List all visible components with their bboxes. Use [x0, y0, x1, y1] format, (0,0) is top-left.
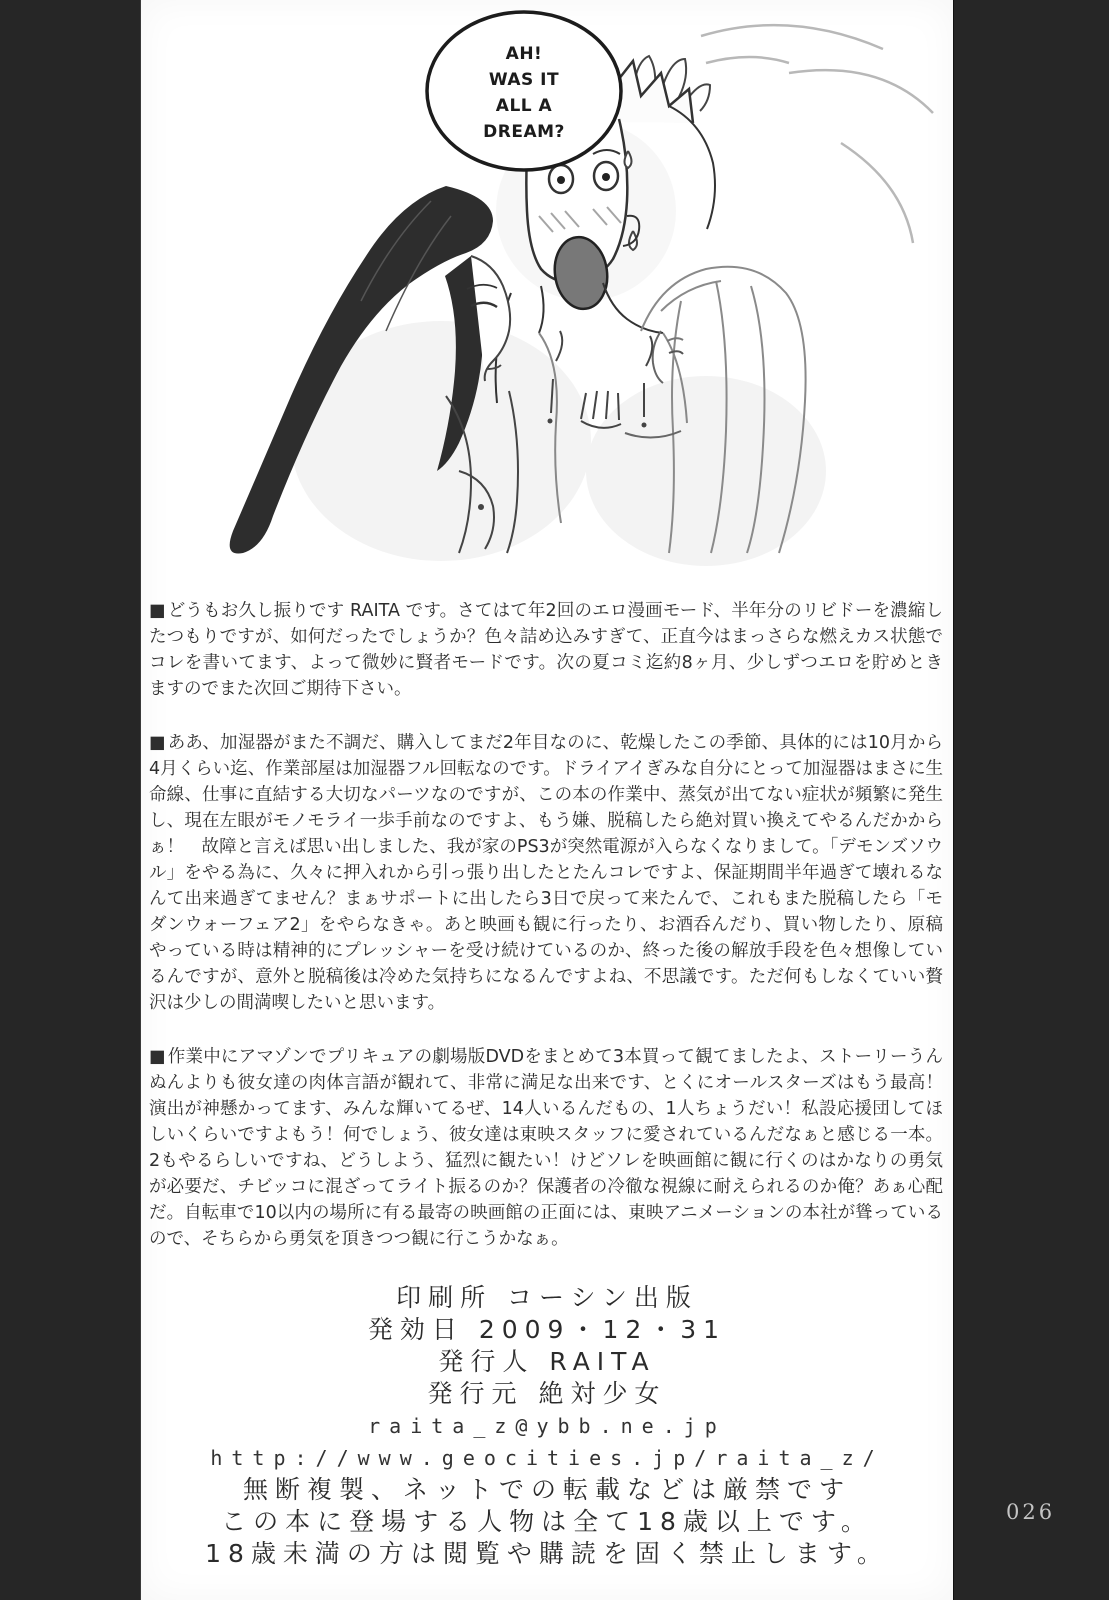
pillow-lines	[701, 25, 933, 243]
bubble-line: DREAM?	[483, 122, 565, 142]
drip-dot	[642, 423, 647, 428]
colophon	[141, 1280, 953, 1570]
bubble-line: ALL A	[495, 96, 553, 116]
publisher-person-line: 発行人 RAITA	[438, 1347, 656, 1376]
no-reproduction-line: 無断複製、ネットでの転載などは厳禁です	[242, 1475, 851, 1504]
left-pupil	[557, 176, 565, 184]
square-bullet: ■	[149, 601, 166, 621]
paragraph-text: 作業中にアマゾンでプリキュアの劇場版DVDをまとめて3本買って観てましたよ、ストーリーうんぬんよりも彼女達の肉体言語が観れて、非常に満足な出来です、とくにオールスターズはもう最高！演出が神懸かってます、みんな輝いてるぜ、14人いるんだもの、1人ちょうだい！私設応援団してほしいくらいですよもう！何でしょう、彼女達は東映スタッフに愛されているんだなぁと感じる一本。2もやるらしいですね、どうしよう、猛烈に観たい！けどソレを映画館に観に行くのはかなりの勇気が必要だ、チビッコに混ざってライト振るのか？保護者の冷徹な視線に耐えられるのか俺？あぁ心配だ。自転車で10以内の場所に有る最寄の映画館の正面には、東映アニメーションの本社が聳っているので、そちらから勇気を頂きつつ観に行こうかなぁ。	[149, 1047, 943, 1249]
right-pupil	[602, 173, 610, 181]
publisher-circle-line: 発行元 絶対少女	[427, 1379, 667, 1408]
square-bullet: ■	[149, 733, 166, 753]
manga-afterword-page	[141, 0, 953, 1600]
issue-date-line: 発効日 2009・12・31	[367, 1315, 727, 1344]
speech-bubble	[427, 12, 621, 170]
paragraph-text: ああ、加湿器がまた不調だ、購入してまだ2年目なのに、乾燥したこの季節、具体的には10月から4月くらい迄、作業部屋は加湿器フル回転なのです。ドライアイぎみな自分にとって加湿器はまさに生命線、仕事に直結する大切なパーツなのですが、この本の作業中、蒸気が出てない症状が頻繁に発生し、現在左眼がモノモライ一歩手前なのですよ、もう嫌、脱稿したら絶対買い換えてやるんだかからぁ！ 故障と言えば思い出しました、我が家のPS3が突然電源が入らなくなりまして。「デモンズソウル」をやる為に、久々に押入れから引っ張り出したとたんコレですよ、保証期間半年過ぎて壊れるなんて出来過ぎてません？まぁサポートに出したら3日で戻って来たんで、これもまた脱稿したら「モダンウォーフェア2」をやらなきゃ。あと映画も観に行ったり、お酒呑んだり、買い物したり、原稿やっている時は精神的にプレッシャーを受け続けているのか、終った後の解放手段を色々想像しているんですが、意外と脱稿後は冷めた気持ちになるんですよね、不思議です。ただ何もしなくていい贅沢は少しの間満喫したいと思います。	[149, 733, 943, 1013]
afterword-paragraph	[149, 598, 943, 702]
page-number: 026	[1006, 1500, 1056, 1524]
blonde-strand	[661, 281, 721, 311]
drip-dot	[548, 419, 553, 424]
blonde-face-profile	[653, 331, 663, 383]
bubble-line: AH!	[505, 44, 543, 64]
illustration	[141, 0, 953, 572]
age-statement-line: この本に登場する人物は全て18歳以上です。	[221, 1507, 873, 1536]
printer-line: 印刷所 コーシン出版	[396, 1283, 698, 1312]
afterword-text-block	[141, 572, 953, 1252]
manga-sketch	[141, 0, 953, 572]
neck-line	[539, 286, 544, 333]
website-url-line: http://www.geocities.jp/raita_z/	[210, 1446, 884, 1470]
paragraph-text: どうもお久し振りです RAITA です。さてはて年2回のエロ漫画モード、半年分のリビドーを濃縮したつもりですが、如何だったでしょうか？色々詰め込みすぎて、正直今はまっさらな燃えカス状態でコレを書いてます、よって微妙に賢者モードです。次の夏コミ迄約8ヶ月、少しずつエロを貯めときますのでまた次回ご期待下さい。	[149, 601, 943, 699]
email-line: raita_z@ybb.ne.jp	[368, 1414, 726, 1438]
detail-dot	[478, 504, 484, 510]
blonde-closed-eye	[669, 351, 683, 354]
afterword-paragraph	[149, 1044, 943, 1252]
shading-wash	[586, 376, 826, 566]
right-black-border	[953, 0, 1109, 1600]
afterword-paragraph	[149, 730, 943, 1016]
age-restriction-line: 18歳未満の方は閲覧や購読を固く禁止します。	[205, 1539, 889, 1568]
left-black-border	[0, 0, 141, 1600]
square-bullet: ■	[149, 1047, 166, 1067]
bubble-line: WAS IT	[488, 70, 560, 90]
